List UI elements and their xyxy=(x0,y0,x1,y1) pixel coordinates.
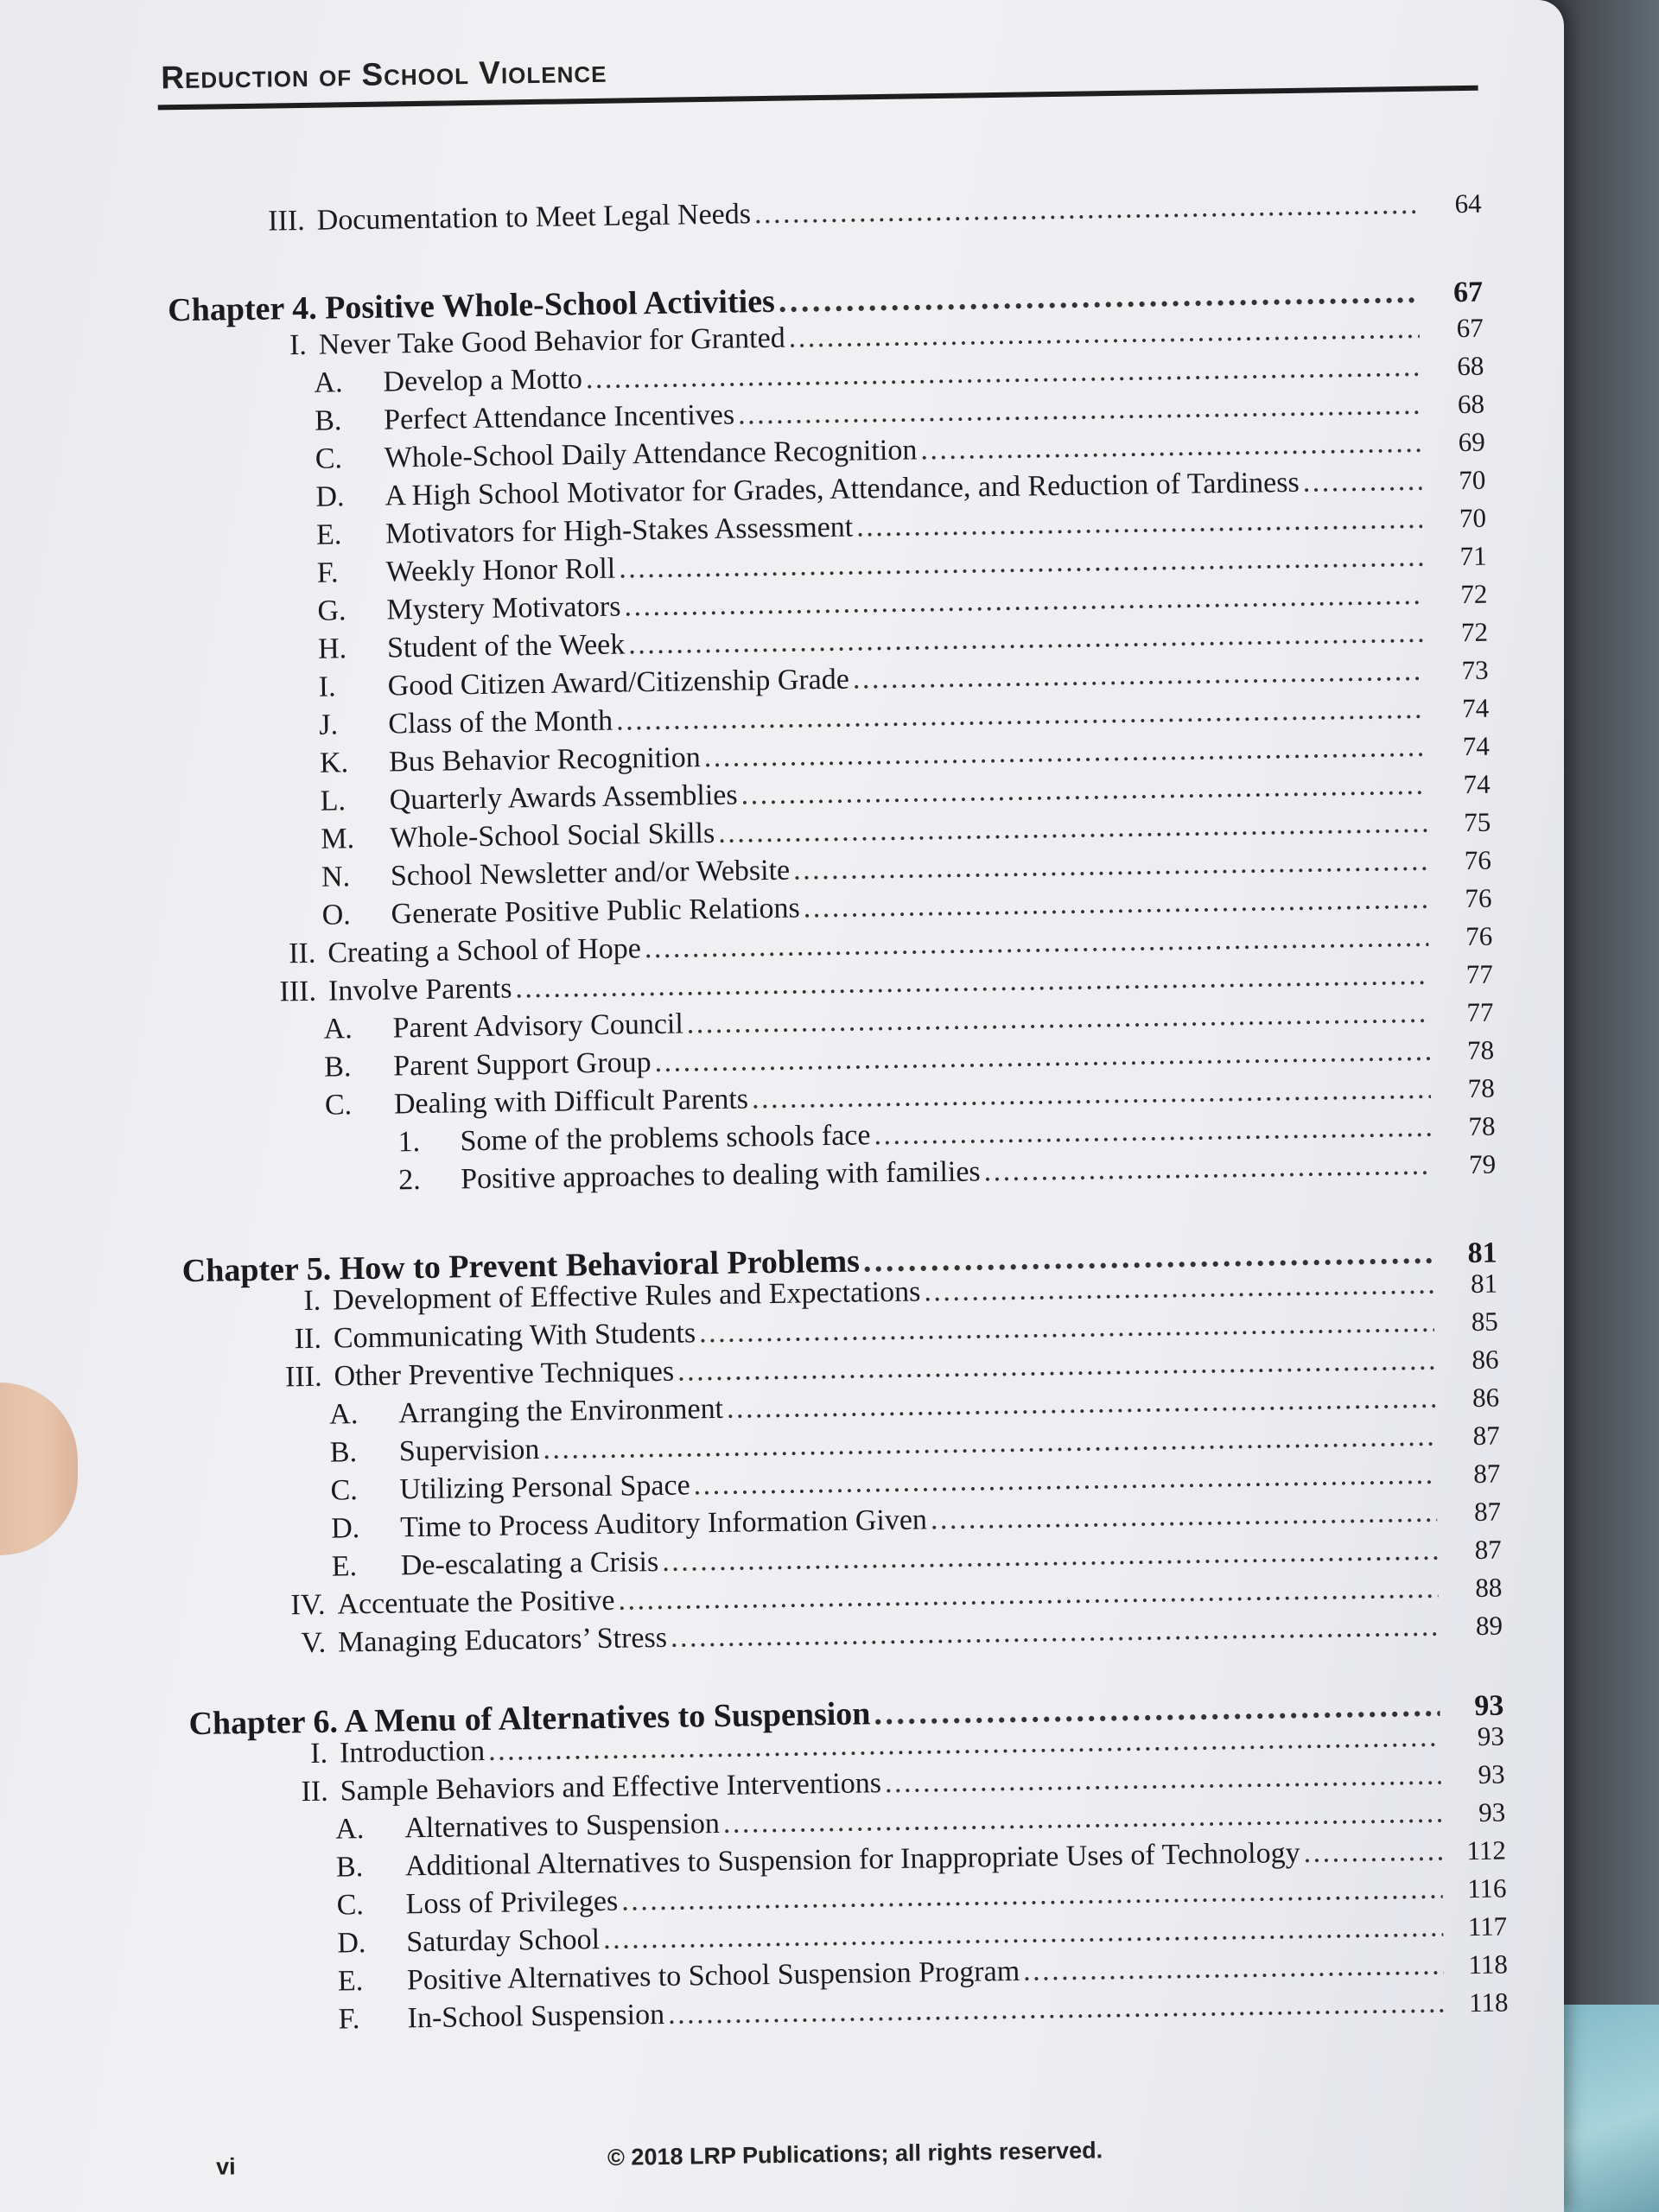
toc-entry-title: Develop a Motto xyxy=(383,363,583,398)
toc-entry-page: 86 xyxy=(1471,1344,1499,1376)
toc-entry-title: Time to Process Auditory Information Given xyxy=(399,1503,928,1544)
toc-leader xyxy=(920,427,1421,467)
toc-entry-title: Supervision xyxy=(398,1433,540,1468)
toc-entry-number: B. xyxy=(335,1851,364,1884)
toc-entry-title: Sample Behaviors and Effective Interventions xyxy=(340,1767,882,1808)
toc-entry-page: 68 xyxy=(1457,388,1485,420)
toc-entry-number: L. xyxy=(320,785,346,817)
toc-entry-number: II. xyxy=(294,1322,322,1356)
toc-entry-title: Development of Effective Rules and Expectations xyxy=(333,1275,921,1317)
toc-entry-number: H. xyxy=(317,632,347,665)
toc-entry-page: 67 xyxy=(1456,312,1484,344)
toc-entry-page: 70 xyxy=(1459,464,1486,496)
toc-leader xyxy=(924,1268,1433,1309)
toc-entry-page: 89 xyxy=(1475,1610,1503,1641)
toc-entry-page: 76 xyxy=(1465,920,1493,952)
toc-entry-number: D. xyxy=(315,480,345,513)
toc-entry-page: 72 xyxy=(1460,578,1488,610)
toc-entry-title: School Newsletter and/or Website xyxy=(390,854,791,893)
toc-entry-title: Utilizing Personal Space xyxy=(399,1469,690,1506)
toc-leader xyxy=(1023,1949,1444,1988)
toc-entry-number: V. xyxy=(301,1626,327,1660)
toc-entry-title: Parent Support Group xyxy=(392,1046,652,1083)
toc-entry-number: F. xyxy=(338,2003,360,2036)
toc-entry-number: A. xyxy=(328,1398,359,1431)
toc-entry-title: Perfect Attendance Incentives xyxy=(383,398,735,436)
toc-entry-page: 74 xyxy=(1463,768,1491,800)
toc-leader xyxy=(885,1759,1441,1801)
toc-entry-page: 75 xyxy=(1463,806,1491,838)
toc-entry-title: Creating a School of Hope xyxy=(327,932,642,969)
toc-entry-number: 1. xyxy=(397,1126,421,1159)
toc-entry-number: K. xyxy=(319,747,349,779)
toc-entry-title: Accentuate the Positive xyxy=(337,1584,615,1621)
toc-entry-title: Other Preventive Techniques xyxy=(334,1355,675,1393)
toc-entry-title: De-escalating a Crisis xyxy=(400,1545,659,1582)
toc-entry-title: A High School Motivator for Grades, Attendance, and Reduction of Tardiness xyxy=(385,466,1300,512)
toc-entry-number: J. xyxy=(319,709,339,741)
toc-entry-page: 93 xyxy=(1474,1689,1504,1723)
toc-entry-title: Quarterly Awards Assemblies xyxy=(389,779,738,817)
toc-entry-title: Managing Educators’ Stress xyxy=(337,1621,668,1659)
toc-entry-title: Parent Advisory Council xyxy=(392,1007,684,1045)
toc-entry-page: 87 xyxy=(1473,1458,1501,1489)
toc-entry-title: Weekly Honor Roll xyxy=(385,552,616,588)
toc-entry-page: 81 xyxy=(1470,1268,1498,1300)
toc-entry-page: 67 xyxy=(1452,276,1484,309)
toc-entry-page: 72 xyxy=(1460,616,1489,648)
toc-entry-title: Motivators for High-Stakes Assessment xyxy=(385,511,854,550)
toc-entry-number: D. xyxy=(337,1927,366,1960)
toc-entry-number: E. xyxy=(337,1965,364,1998)
toc-entry-title: Chapter 5. How to Prevent Behavioral Problems xyxy=(181,1243,861,1290)
toc-entry-page: 116 xyxy=(1466,1872,1507,1904)
toc-leader xyxy=(788,313,1420,355)
toc-entry-page: 93 xyxy=(1477,1720,1505,1751)
toc-leader xyxy=(754,188,1418,231)
toc-entry-page: 118 xyxy=(1468,1986,1509,2018)
toc-entry-number: C. xyxy=(324,1089,353,1122)
toc-entry-title: Student of the Week xyxy=(386,628,626,664)
toc-leader xyxy=(931,1497,1438,1537)
toc-entry-page: 112 xyxy=(1466,1834,1507,1866)
toc-entry-page: 87 xyxy=(1472,1420,1500,1451)
toc-entry-title: Positive approaches to dealing with families xyxy=(460,1155,981,1196)
toc-entry-title: Generate Positive Public Relations xyxy=(391,892,800,931)
toc-entry-page: 77 xyxy=(1465,958,1494,990)
toc-entry-page: 76 xyxy=(1464,844,1492,876)
toc-entry-page: 71 xyxy=(1459,540,1487,572)
toc-entry-title: Chapter 6. A Menu of Alternatives to Suspension xyxy=(188,1695,871,1743)
toc-entry-page: 93 xyxy=(1478,1758,1505,1789)
toc-leader xyxy=(1302,465,1421,499)
toc-entry-title: Dealing with Difficult Parents xyxy=(393,1083,749,1121)
toc-entry-title: Additional Alternatives to Suspension for Inappropriate Uses of Technology xyxy=(404,1837,1300,1883)
toc-entry-title: Positive Alternatives to School Suspension Program xyxy=(406,1955,1020,1997)
toc-entry-title: Whole-School Social Skills xyxy=(390,817,715,855)
toc-entry-number: A. xyxy=(314,366,343,399)
toc-entry-number: III. xyxy=(284,1360,322,1394)
toc-entry-title: In-School Suspension xyxy=(407,1998,665,2035)
toc-entry-title: Chapter 4. Positive Whole-School Activities xyxy=(167,283,776,329)
copyright-notice: © 2018 LRP Publications; all rights reserved. xyxy=(607,2137,1103,2171)
toc-entry-page: 81 xyxy=(1467,1236,1497,1270)
toc-entry-title: Bus Behavior Recognition xyxy=(388,741,702,779)
toc-entry-title: Alternatives to Suspension xyxy=(404,1807,721,1845)
toc-entry-page: 78 xyxy=(1466,1034,1495,1066)
toc-entry-title: Saturday School xyxy=(406,1923,601,1959)
toc-entry-page: 77 xyxy=(1466,996,1494,1028)
toc-entry-page: 117 xyxy=(1467,1910,1508,1942)
toc-entry-title: Introduction xyxy=(339,1735,486,1770)
toc-entry-number: I. xyxy=(309,1737,328,1770)
toc-leader xyxy=(1303,1835,1442,1870)
toc-entry xyxy=(237,188,1481,244)
toc-entry-number: E. xyxy=(315,518,342,551)
toc-entry-title: Involve Parents xyxy=(327,972,512,1007)
toc-entry-title: Loss of Privileges xyxy=(405,1885,619,1921)
toc-entry-number: III. xyxy=(267,204,306,238)
toc-entry-number: N. xyxy=(321,861,351,893)
toc-entry-page: 68 xyxy=(1457,350,1484,382)
toc-entry-title: Documentation to Meet Legal Needs xyxy=(316,198,752,237)
toc-entry-page: 64 xyxy=(1454,188,1482,219)
toc-entry-page: 74 xyxy=(1462,730,1491,762)
toc-entry-page: 73 xyxy=(1461,654,1489,686)
toc-entry-page: 78 xyxy=(1467,1072,1496,1104)
toc-entry-title: Mystery Motivators xyxy=(386,590,621,626)
toc-entry-number: C. xyxy=(336,1889,365,1922)
toc-entry-number: I. xyxy=(303,1284,321,1318)
toc-entry-page: 118 xyxy=(1468,1948,1509,1980)
toc-entry-number: II. xyxy=(301,1775,328,1808)
toc-entry-number: C. xyxy=(315,442,343,475)
toc-leader xyxy=(874,1111,1432,1153)
toc-entry-page: 78 xyxy=(1468,1110,1496,1142)
toc-entry-number: III. xyxy=(279,975,317,1008)
toc-entry-title: Some of the problems schools face xyxy=(460,1119,871,1158)
toc-entry-page: 87 xyxy=(1473,1496,1502,1527)
toc-entry-number: O. xyxy=(321,899,351,931)
running-header: Reduction of School Violence xyxy=(160,53,607,96)
toc-entry-page: 69 xyxy=(1458,426,1485,458)
toc-entry-title: Whole-School Daily Attendance Recognition xyxy=(384,434,918,474)
toc-leader xyxy=(983,1149,1432,1189)
toc-entry-title: Arranging the Environment xyxy=(397,1392,724,1430)
toc-entry-page: 85 xyxy=(1471,1306,1499,1338)
toc-entry-number: B. xyxy=(323,1051,352,1084)
toc-entry-number: D. xyxy=(330,1512,360,1545)
toc-entry-title: Good Citizen Award/Citizenship Grade xyxy=(387,663,850,702)
toc-entry-number: F. xyxy=(316,556,339,589)
toc-entry-number: B. xyxy=(329,1436,358,1469)
toc-entry-page: 86 xyxy=(1471,1382,1500,1413)
page-number: vi xyxy=(215,2153,236,2180)
toc-entry-number: I. xyxy=(289,328,308,362)
toc-entry-page: 88 xyxy=(1475,1572,1503,1603)
toc-entry-number: G. xyxy=(317,594,346,627)
toc-entry-number: C. xyxy=(330,1474,358,1507)
toc-entry-page: 93 xyxy=(1478,1796,1506,1827)
toc-entry-number: M. xyxy=(321,823,355,855)
toc-entry-page: 76 xyxy=(1465,882,1492,914)
toc-entry-number: A. xyxy=(323,1013,353,1046)
toc-entry-number: I. xyxy=(318,671,336,703)
toc-entry-page: 74 xyxy=(1461,692,1490,724)
toc-entry-number: II. xyxy=(288,937,316,970)
toc-entry-number: B. xyxy=(314,404,342,437)
toc-entry-page: 87 xyxy=(1474,1534,1502,1565)
toc-entry-page: 70 xyxy=(1459,502,1487,534)
toc-entry-title: Never Take Good Behavior for Granted xyxy=(318,321,785,361)
toc-entry-page: 79 xyxy=(1468,1148,1497,1180)
toc-entry-title: Class of the Month xyxy=(388,704,613,741)
toc-entry-number: A. xyxy=(335,1813,365,1846)
toc-entry-number: 2. xyxy=(397,1164,421,1197)
toc-entry-title: Communicating With Students xyxy=(333,1317,696,1355)
toc-entry-number: E. xyxy=(331,1550,358,1583)
toc-entry-number: IV. xyxy=(290,1588,326,1622)
